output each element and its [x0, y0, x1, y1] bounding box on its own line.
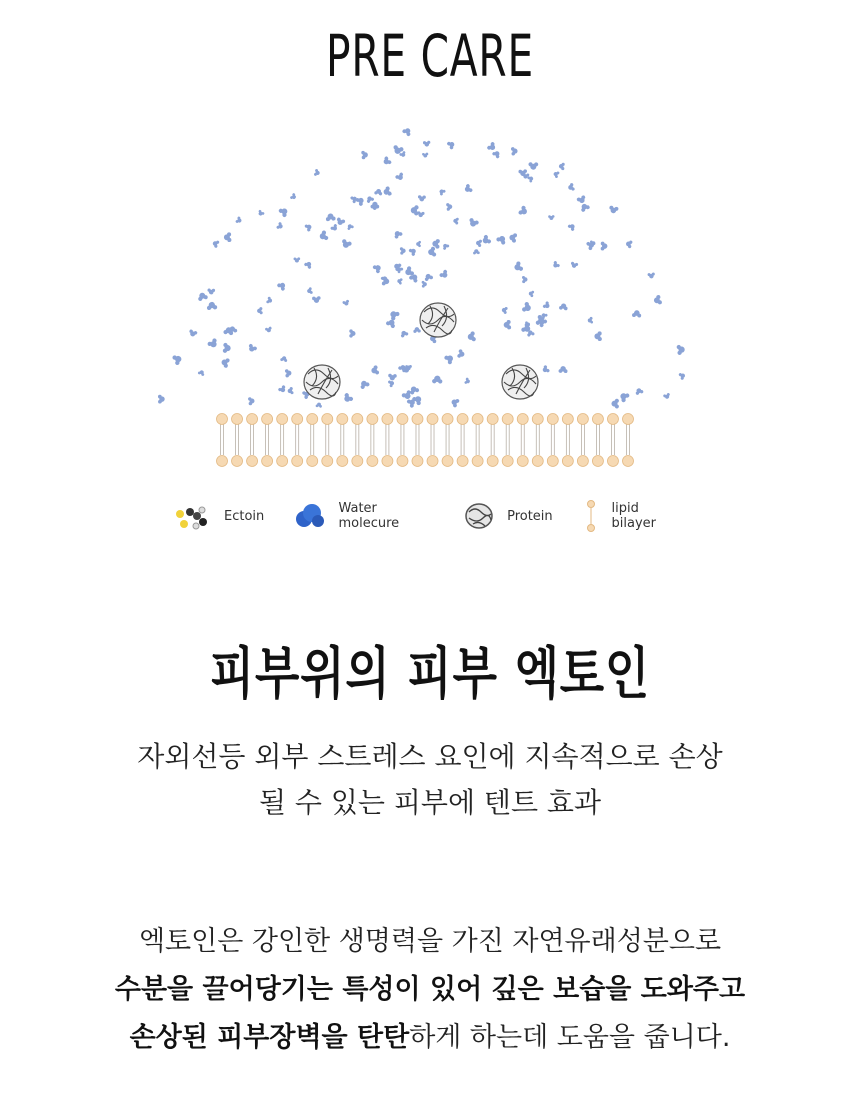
water-molecule — [551, 260, 560, 269]
water-molecule — [676, 344, 685, 355]
water-molecule — [342, 392, 354, 404]
water-molecule — [416, 241, 421, 247]
water-molecule — [342, 299, 350, 306]
water-molecule — [503, 320, 511, 330]
water-molecule — [457, 349, 466, 359]
body-line-1: 엑토인은 강인한 생명력을 가진 자연유래성분으로 — [138, 926, 722, 957]
water-molecule — [611, 399, 618, 409]
water-molecule — [370, 365, 379, 376]
water-molecule — [438, 188, 446, 196]
water-molecule — [422, 281, 427, 288]
water-molecule — [509, 232, 518, 243]
water-molecule — [224, 232, 232, 242]
water-molecule — [548, 215, 555, 220]
water-molecule — [382, 156, 393, 167]
water-molecule — [340, 239, 352, 250]
water-molecules — [158, 126, 686, 408]
water-molecule — [276, 222, 284, 231]
body-line-2: 수분을 끌어당기는 특성이 있어 깊은 보습을 도와주고 — [114, 974, 746, 1005]
water-molecule — [528, 162, 538, 170]
water-molecule — [211, 239, 219, 248]
water-molecule — [306, 287, 313, 295]
water-molecule — [441, 242, 449, 250]
water-molecule — [411, 205, 419, 215]
water-molecule — [496, 234, 508, 246]
water-molecule — [444, 353, 456, 365]
water-molecule — [293, 257, 300, 262]
water-molecule — [266, 296, 273, 304]
water-molecule — [388, 379, 396, 387]
water-molecule — [355, 195, 366, 206]
water-molecule — [280, 356, 288, 363]
water-molecule — [450, 397, 460, 408]
water-molecule — [432, 375, 443, 383]
water-molecule — [522, 276, 528, 283]
water-molecule — [277, 281, 288, 292]
body-text — [0, 918, 860, 1062]
legend-item-water — [290, 501, 437, 531]
water-molecule — [464, 377, 471, 385]
subtitle-line-2: 될 수 있는 피부에 텐트 효과 — [258, 786, 602, 819]
water-molecule — [541, 365, 550, 375]
water-molecule — [188, 329, 198, 337]
water-molecule — [647, 272, 655, 278]
water-molecule-icon — [290, 501, 328, 531]
water-molecule — [625, 240, 633, 249]
legend-label-water: Water molecure — [338, 501, 400, 531]
subtitle — [0, 734, 860, 826]
water-molecule — [400, 247, 406, 255]
water-molecule — [372, 263, 383, 274]
water-molecule — [247, 343, 258, 353]
protein-icon — [463, 500, 497, 532]
water-molecule — [446, 140, 456, 150]
water-molecule — [223, 343, 231, 354]
legend-item-protein — [463, 500, 553, 532]
water-molecule — [559, 303, 568, 311]
water-molecule — [423, 273, 433, 282]
water-molecule — [576, 195, 587, 205]
protein — [502, 365, 538, 399]
water-molecule — [318, 230, 329, 242]
water-molecule — [257, 209, 265, 217]
water-molecule — [207, 338, 220, 350]
water-molecule — [278, 385, 288, 394]
water-molecule — [382, 186, 392, 197]
water-molecule — [197, 291, 209, 301]
water-molecule — [402, 126, 413, 137]
water-molecule — [257, 307, 263, 315]
water-molecule — [395, 172, 405, 182]
water-molecule — [579, 202, 590, 212]
water-molecule — [618, 390, 630, 403]
ectoin-molecule-icon — [170, 502, 214, 530]
lipid-bilayer — [217, 414, 634, 467]
water-molecule — [385, 318, 397, 329]
water-molecule — [388, 374, 397, 381]
water-molecule — [559, 162, 565, 170]
body-line-3-rest: 하게 하는데 도움을 줍니다. — [409, 1022, 731, 1053]
water-molecule — [312, 296, 321, 303]
water-molecule — [408, 247, 417, 257]
water-molecule — [285, 369, 292, 378]
water-molecule — [453, 217, 459, 225]
legend-item-lipid — [579, 499, 684, 533]
body-line-3-bold: 손상된 피부장벽을 탄탄 — [129, 1022, 410, 1053]
water-molecule — [608, 205, 618, 214]
water-molecule — [558, 366, 567, 373]
water-molecule — [349, 329, 355, 337]
water-molecule — [304, 223, 313, 233]
water-molecule — [172, 353, 184, 366]
water-molecule — [528, 290, 534, 297]
water-molecule — [587, 317, 593, 324]
water-molecule — [361, 150, 368, 159]
water-molecule — [634, 387, 643, 395]
water-molecule — [388, 309, 401, 322]
water-molecule — [439, 269, 450, 280]
water-molecule — [521, 301, 532, 314]
water-molecule — [399, 329, 408, 338]
water-molecule — [542, 301, 551, 310]
water-molecule — [653, 295, 663, 306]
water-molecule — [446, 203, 453, 211]
water-molecule — [392, 229, 403, 239]
water-molecule — [278, 206, 290, 218]
body-line-3 — [0, 1014, 860, 1062]
water-molecule — [365, 195, 374, 204]
water-molecule — [486, 141, 497, 152]
water-molecule — [315, 402, 322, 408]
page-title: PRE CARE — [326, 22, 534, 90]
water-molecule — [570, 261, 578, 268]
water-molecule — [678, 372, 686, 381]
water-molecule — [632, 310, 642, 318]
water-molecule — [567, 183, 575, 192]
water-molecule — [346, 223, 354, 230]
subtitle-line-1: 자외선등 외부 스트레스 요인에 지속적으로 손상 — [137, 740, 723, 773]
water-molecule — [552, 170, 559, 178]
water-molecule — [427, 246, 436, 257]
water-molecule — [304, 260, 314, 269]
diagram-legend — [170, 498, 710, 534]
water-molecule — [235, 216, 243, 224]
water-molecule — [374, 188, 383, 195]
water-molecule — [475, 239, 482, 247]
water-molecule — [314, 169, 321, 177]
water-molecule — [248, 397, 255, 406]
ectoin-skin-diagram — [150, 120, 710, 480]
water-molecule — [423, 141, 431, 147]
water-molecule — [513, 261, 524, 273]
water-molecule — [397, 278, 403, 285]
water-molecule — [335, 217, 345, 226]
legend-item-ectoin — [170, 502, 264, 530]
water-molecule — [463, 183, 473, 194]
water-molecule — [206, 301, 217, 310]
water-molecule — [663, 393, 671, 400]
water-molecule — [501, 306, 508, 314]
water-molecule — [601, 242, 608, 251]
water-molecule — [518, 205, 529, 217]
water-molecule — [359, 379, 371, 390]
water-molecule — [418, 195, 426, 201]
water-molecule — [422, 153, 429, 158]
section-heading: 피부위의 피부 엑토인 — [209, 642, 651, 707]
water-molecule — [158, 395, 165, 404]
water-molecule — [481, 234, 492, 246]
water-molecule — [594, 331, 602, 341]
legend-label-ectoin: Ectoin — [224, 508, 265, 524]
water-molecule — [198, 369, 206, 376]
water-molecule — [467, 217, 479, 228]
water-molecule — [511, 147, 518, 156]
water-molecule — [265, 326, 273, 333]
water-molecule — [207, 288, 215, 294]
water-molecule — [473, 249, 480, 255]
protein — [420, 303, 456, 337]
water-molecule — [467, 331, 476, 342]
legend-label-lipid: lipid bilayer — [611, 501, 657, 531]
water-molecule — [290, 193, 298, 201]
protein — [304, 365, 340, 399]
water-molecule — [287, 387, 294, 395]
water-molecule — [413, 327, 421, 333]
water-molecule — [492, 149, 502, 159]
water-molecule — [220, 357, 230, 368]
water-molecule — [330, 224, 339, 233]
water-molecule — [567, 222, 576, 231]
water-molecule — [325, 213, 335, 221]
lipid-bilayer-icon — [579, 499, 602, 533]
legend-label-protein: Protein — [507, 508, 553, 524]
